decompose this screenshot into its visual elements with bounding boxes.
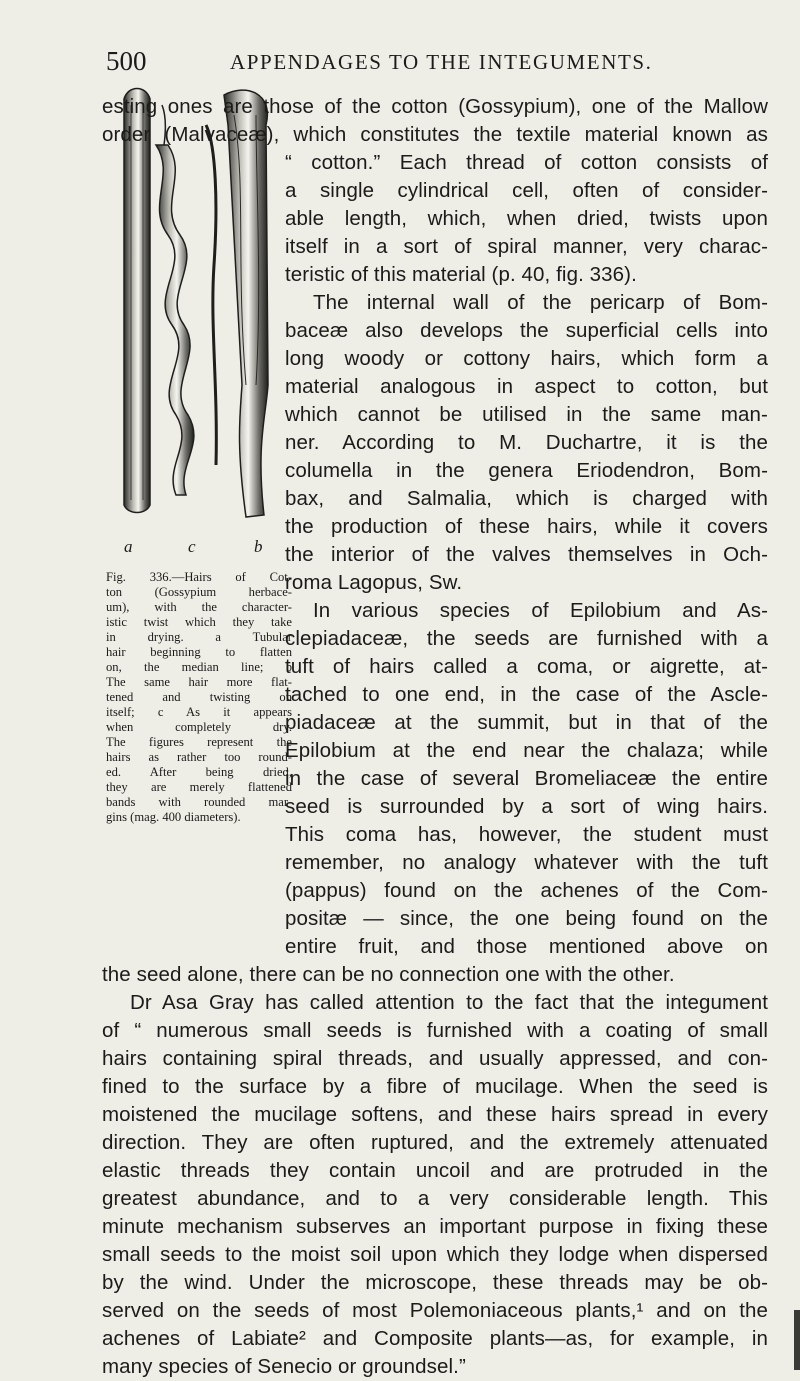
caption-line: Fig. 336.—Hairs of Cot- (106, 570, 292, 584)
text-line: the interior of the valves themselves in Och- (285, 543, 768, 566)
caption-line: bands with rounded mar- (106, 795, 292, 809)
text-line: small seeds to the moist soil upon which they lodge when dispersed (102, 1243, 768, 1266)
hair-b (224, 90, 268, 517)
text-line: in the case of several Bromeliaceæ the entire (285, 767, 768, 790)
text-line: served on the seeds of most Polemoniaceous plants,¹ and on the (102, 1299, 768, 1322)
text-line: This coma has, however, the student must (285, 823, 768, 846)
text-line: ner. According to M. Duchartre, it is the (285, 431, 768, 454)
text-line: piadaceæ at the summit, but in that of the (285, 711, 768, 734)
cotton-hairs-illustration (106, 85, 276, 535)
text-line: by the wind. Under the microscope, these threads may be ob- (102, 1271, 768, 1294)
text-line: roma Lagopus, Sw. (285, 571, 463, 594)
caption-line: itself; c As it appears (106, 705, 292, 719)
text-line: many species of Senecio or groundsel.” (102, 1355, 466, 1378)
figure-label-b: b (254, 537, 263, 556)
caption-line: hair beginning to flatten (106, 645, 292, 659)
hair-a (124, 89, 150, 513)
caption-line: um), with the character- (106, 600, 292, 614)
text-line: fined to the surface by a fibre of mucilage. When the seed is (102, 1075, 768, 1098)
caption-line: ed. After being dried, (106, 765, 292, 779)
text-line: remember, no analogy whatever with the tuft (285, 851, 768, 874)
text-line: the production of these hairs, while it covers (285, 515, 768, 538)
caption-line: when completely dry. (106, 720, 292, 734)
figure-label-a: a (124, 537, 133, 556)
caption-line: tened and twisting on (106, 690, 292, 704)
text-line: material analogous in aspect to cotton, but (285, 375, 768, 398)
text-line: hairs containing spiral threads, and usually appressed, and con- (102, 1047, 768, 1070)
caption-line: in drying. a Tubular (106, 630, 292, 644)
text-line: Epilobium at the end near the chalaza; while (285, 739, 768, 762)
text-line: the seed alone, there can be no connection one with the other. (102, 963, 675, 986)
text-line: long woody or cottony hairs, which form a (285, 347, 768, 370)
text-line: clepiadaceæ, the seeds are furnished with a (285, 627, 768, 650)
text-line: a single cylindrical cell, often of consider- (285, 179, 768, 202)
text-line: columella in the genera Eriodendron, Bom- (285, 459, 768, 482)
text-line: baceæ also develops the superficial cells into (285, 319, 768, 342)
caption-line: The figures represent the (106, 735, 292, 749)
text-line: achenes of Labiate² and Composite plants—as, for example, in (102, 1327, 768, 1350)
text-line: order (Malvaceæ), which constitutes the textile material known as (102, 123, 768, 146)
text-line: “ cotton.” Each thread of cotton consists of (285, 151, 768, 174)
text-line: In various species of Epilobium and As- (313, 599, 768, 622)
text-line: direction. They are often ruptured, and the extremely attenuated (102, 1131, 768, 1154)
page-edge-shadow (794, 1310, 800, 1370)
text-line: The internal wall of the pericarp of Bom- (313, 291, 768, 314)
caption-line: ton (Gossypium herbace- (106, 585, 292, 599)
text-line: able length, which, when dried, twists upon (285, 207, 768, 230)
running-head: APPENDAGES TO THE INTEGUMENTS. (230, 50, 653, 74)
caption-line: hairs as rather too round- (106, 750, 292, 764)
text-line: of “ numerous small seeds is furnished with a coating of small (102, 1019, 768, 1042)
text-line: tached to one end, in the case of the Ascle- (285, 683, 768, 706)
caption-line: on, the median line; b (106, 660, 292, 674)
figure-label-c: c (188, 537, 196, 556)
caption-line: The same hair more flat- (106, 675, 292, 689)
text-line: Dr Asa Gray has called attention to the fact that the integument (130, 991, 768, 1014)
caption-line: istic twist which they take (106, 615, 292, 629)
text-line: greatest abundance, and to a very considerable length. This (102, 1187, 768, 1210)
text-line: moistened the mucilage softens, and these hairs spread in every (102, 1103, 768, 1126)
figure-cotton-hairs (106, 85, 276, 556)
text-line: tuft of hairs called a coma, or aigrette, at- (285, 655, 768, 678)
caption-line: they are merely flattened (106, 780, 292, 794)
caption-line: gins (mag. 400 diameters). (106, 810, 241, 824)
text-line: bax, and Salmalia, which is charged with (285, 487, 768, 510)
text-line: teristic of this material (p. 40, fig. 336). (285, 263, 637, 286)
text-line: seed is surrounded by a sort of wing hairs. (285, 795, 768, 818)
text-line: positæ — since, the one being found on the (285, 907, 768, 930)
page-header (106, 46, 786, 78)
text-line: itself in a sort of spiral manner, very charac- (285, 235, 768, 258)
text-line: esting ones are those of the cotton (Gossypium), one of the Mallow (102, 95, 768, 118)
page-number: 500 (106, 46, 147, 76)
text-line: minute mechanism subserves an important purpose in fixing these (102, 1215, 768, 1238)
text-line: entire fruit, and those mentioned above on (285, 935, 768, 958)
text-line: elastic threads they contain uncoil and are protruded in the (102, 1159, 768, 1182)
hair-c (156, 145, 194, 495)
text-line: which cannot be utilised in the same man- (285, 403, 768, 426)
text-line: (pappus) found on the achenes of the Com- (285, 879, 768, 902)
